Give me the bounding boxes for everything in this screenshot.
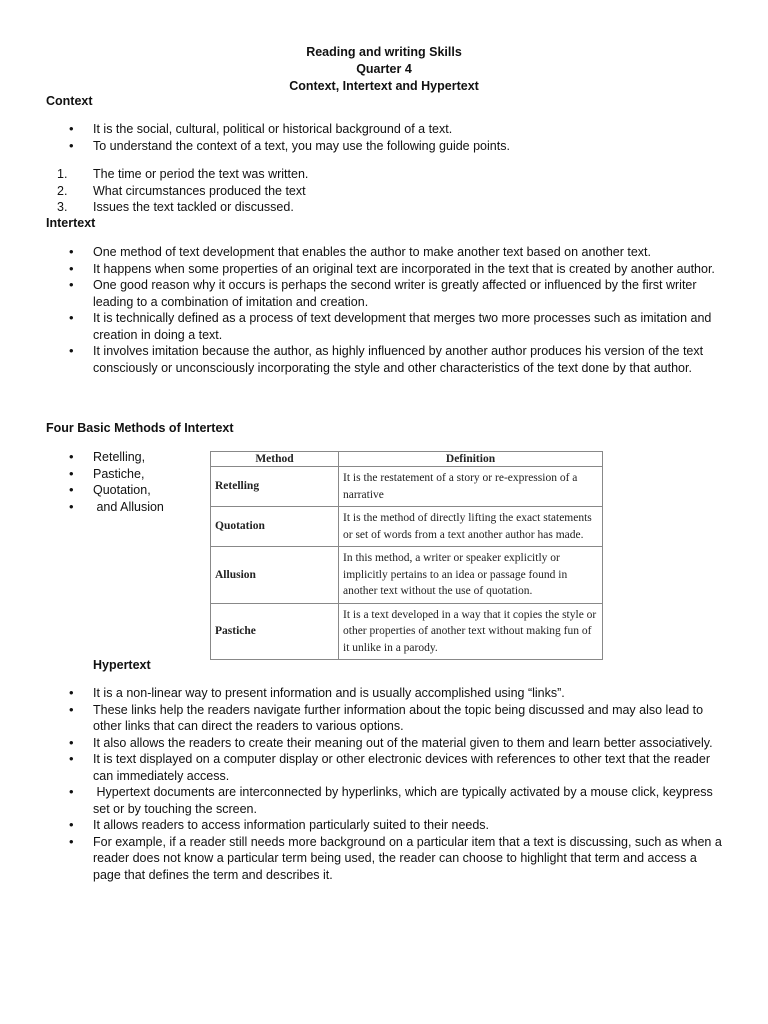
- definition-cell: It is the restatement of a story or re-expression of a narrative: [339, 467, 603, 507]
- list-item: • One good reason why it occurs is perhaps the second writer is greatly affected or influenced by the first writer leading to a combination of imitation and creation.: [46, 277, 722, 310]
- list-item: • Hypertext documents are interconnected by hyperlinks, which are typically activated by a mouse click, keypress set or by touching the screen.: [46, 784, 722, 817]
- methods-list: [46, 449, 206, 515]
- list-item: • Pastiche,: [46, 466, 206, 483]
- list-item: [46, 183, 726, 200]
- list-number: 2.: [57, 183, 68, 198]
- list-item: • One method of text development that enables the author to make another text based on another text.: [46, 244, 722, 261]
- list-item: • Quotation,: [46, 482, 206, 499]
- list-item: • It is the social, cultural, political or historical background of a text.: [46, 121, 726, 138]
- column-header-definition: Definition: [339, 452, 603, 467]
- list-number: 3.: [57, 200, 68, 214]
- intertext-bullet-list: [46, 244, 722, 376]
- document-quarter: Quarter 4: [356, 62, 412, 76]
- method-cell: Retelling: [211, 467, 339, 507]
- table-row: [211, 603, 603, 660]
- list-item: • It is text displayed on a computer display or other electronic devices with references to other text that the reader can immediately access.: [46, 751, 722, 784]
- methods-table: [210, 451, 603, 660]
- list-item: • It allows readers to access information particularly suited to their needs.: [46, 817, 722, 834]
- list-item: • Retelling,: [46, 449, 206, 466]
- definition-cell: It is the method of directly lifting the exact statements or set of words from a text another author has made.: [339, 507, 603, 547]
- method-cell: Quotation: [211, 507, 339, 547]
- list-item: • It happens when some properties of an original text are incorporated in the text that is created by another author.: [46, 261, 722, 278]
- table-row: [211, 547, 603, 604]
- hypertext-heading: Hypertext: [93, 658, 151, 672]
- table-header-row: [211, 452, 603, 467]
- definition-cell: It is a text developed in a way that it copies the style or other properties of another text without making fun of it unlike in a parody.: [339, 603, 603, 660]
- hypertext-bullet-list: [46, 685, 722, 883]
- column-header-method: Method: [211, 452, 339, 467]
- list-item: • These links help the readers navigate further information about the topic being discussed and may also lead to other links that can direct the readers to various options.: [46, 702, 722, 735]
- context-bullet-list: [46, 121, 726, 154]
- list-item: • and Allusion: [46, 499, 206, 516]
- list-item: • It involves imitation because the author, as highly influenced by another author produces his version of the text consciously or unconsciously incorporating the style and other characteristics of the text done by that author.: [46, 343, 722, 376]
- list-text: Issues the text tackled or discussed.: [93, 200, 294, 214]
- list-item: • To understand the context of a text, you may use the following guide points.: [46, 138, 726, 155]
- table-row: [211, 467, 603, 507]
- list-item: • It also allows the readers to create their meaning out of the material given to them and learn better associatively.: [46, 735, 722, 752]
- list-text: What circumstances produced the text: [93, 183, 306, 198]
- list-text: The time or period the text was written.: [93, 167, 309, 181]
- document-subtitle: Context, Intertext and Hypertext: [289, 79, 479, 93]
- document-title-block: [0, 44, 768, 95]
- document-title: Reading and writing Skills: [306, 45, 462, 59]
- list-item: • It is a non-linear way to present information and is usually accomplished using “links”.: [46, 685, 722, 702]
- definition-cell: In this method, a writer or speaker explicitly or implicitly pertains to an idea or passage found in another text without the use of quotation.: [339, 547, 603, 604]
- list-item: [46, 199, 726, 216]
- context-numbered-list: [46, 166, 726, 216]
- method-cell: Pastiche: [211, 603, 339, 660]
- method-cell: Allusion: [211, 547, 339, 604]
- list-item: • It is technically defined as a process of text development that merges two more processes such as imitation and creation in doing a text.: [46, 310, 722, 343]
- list-item: • For example, if a reader still needs more background on a particular item that a text is discussing, such as when a reader does not know a particular term being used, the reader can choose to highlight that term and access a page that defines the term and describes it.: [46, 834, 722, 884]
- list-item: [46, 166, 726, 183]
- context-heading: Context: [46, 94, 93, 108]
- methods-heading: Four Basic Methods of Intertext: [46, 421, 234, 435]
- table-row: [211, 507, 603, 547]
- intertext-heading: Intertext: [46, 216, 96, 230]
- list-number: 1.: [57, 167, 68, 181]
